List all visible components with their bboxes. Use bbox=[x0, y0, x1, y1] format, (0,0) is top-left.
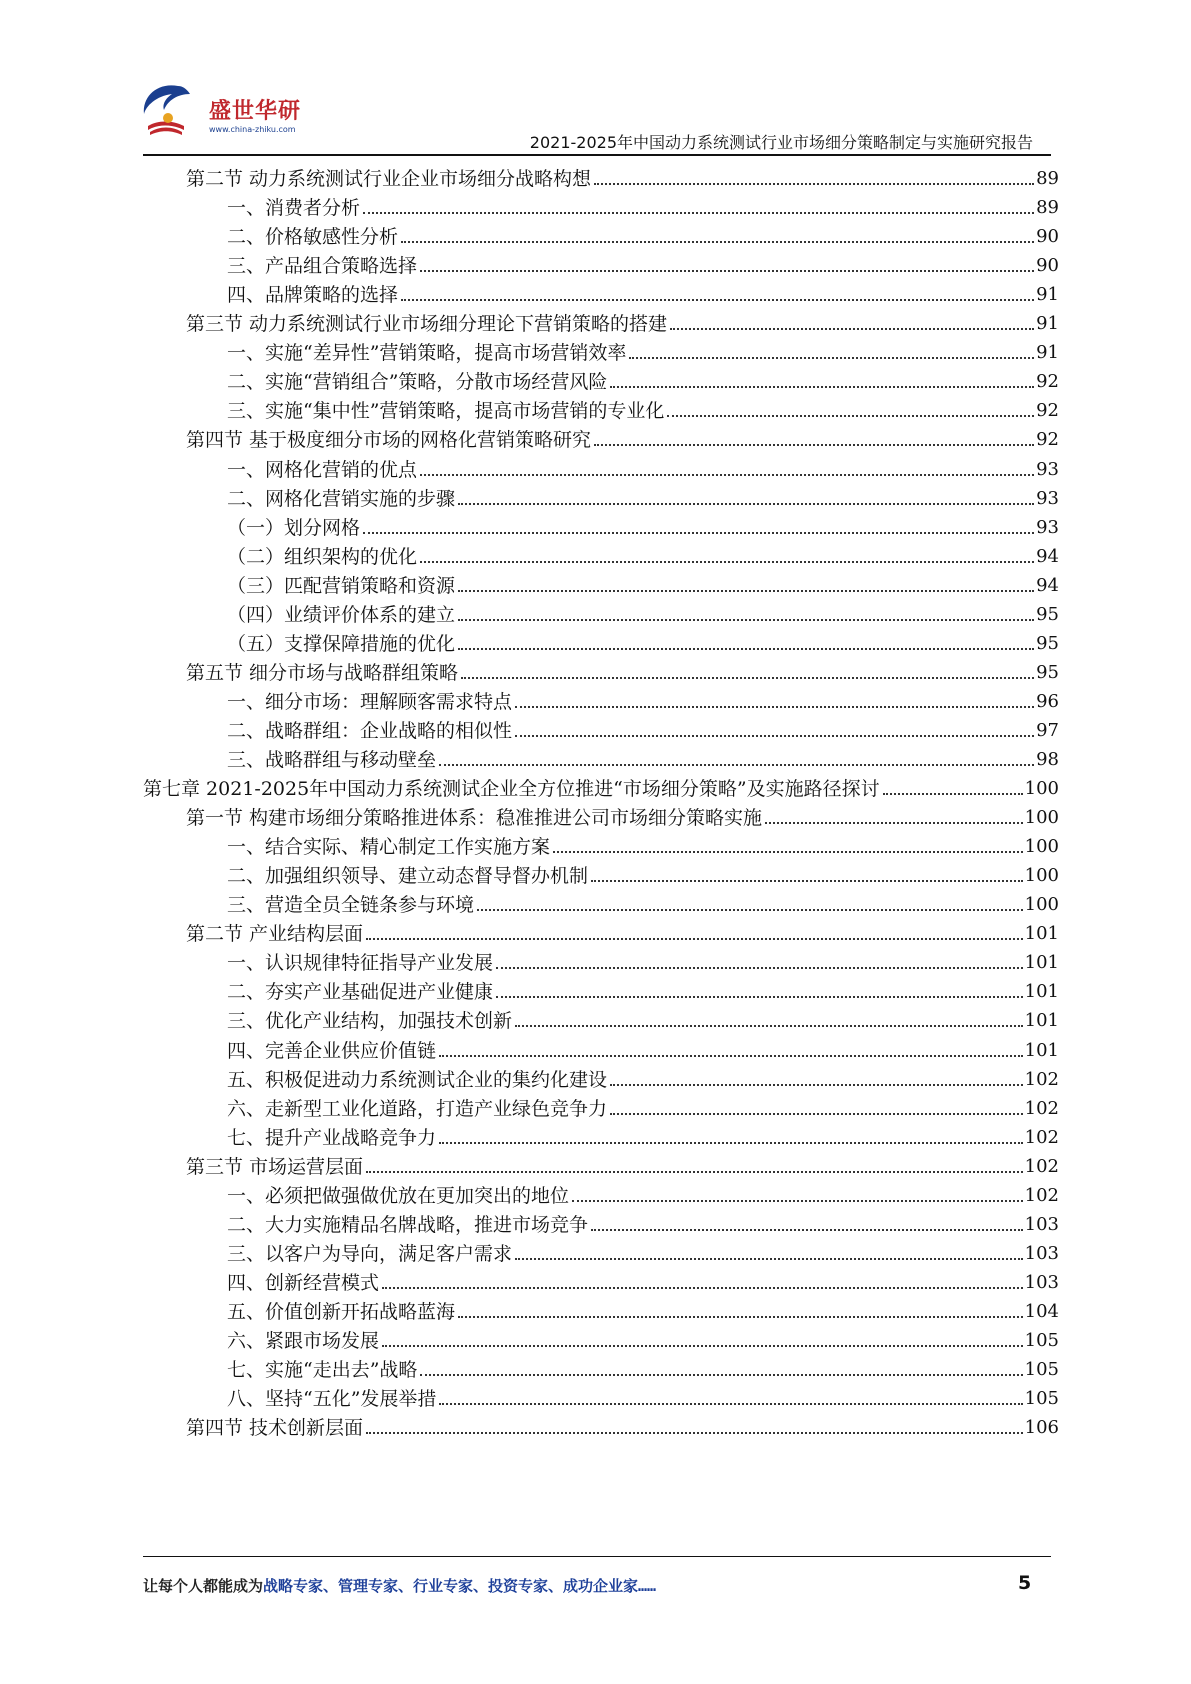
toc-entry-title: 一、结合实际、精心制定工作实施方案 bbox=[227, 836, 551, 859]
toc-entry-page: 89 bbox=[1036, 168, 1059, 189]
toc-entry-title: 一、消费者分析 bbox=[227, 197, 361, 220]
toc-entry[interactable] bbox=[227, 1206, 1059, 1237]
toc-dot-leader bbox=[515, 735, 1034, 737]
toc-entry-title: 七、实施“走出去”战略 bbox=[227, 1359, 418, 1382]
toc-entry-title: 第一节 构建市场细分策略推进体系：稳准推进公司市场细分策略实施 bbox=[186, 807, 763, 830]
toc-dot-leader bbox=[458, 1316, 1023, 1318]
toc-entry-title: （五）支撑保障措施的优化 bbox=[227, 632, 456, 655]
toc-entry-title: 一、细分市场：理解顾客需求特点 bbox=[227, 690, 513, 713]
toc-entry[interactable] bbox=[227, 1351, 1059, 1382]
toc-entry[interactable] bbox=[227, 1293, 1059, 1324]
toc-entry-page: 95 bbox=[1036, 632, 1059, 654]
toc-entry-title: 三、优化产业结构，加强技术创新 bbox=[227, 1010, 513, 1033]
toc-entry-page: 100 bbox=[1024, 807, 1059, 829]
toc-entry[interactable] bbox=[227, 1002, 1059, 1033]
company-logo bbox=[138, 80, 313, 150]
toc-entry-title: 三、产品组合策略选择 bbox=[227, 255, 418, 278]
toc-entry-page: 103 bbox=[1024, 1213, 1059, 1235]
toc-entry-title: 第四节 基于极度细分市场的网格化营销策略研究 bbox=[186, 429, 592, 452]
toc-entry[interactable] bbox=[186, 915, 1059, 946]
toc-entry-page: 102 bbox=[1024, 1068, 1059, 1090]
toc-entry-page: 102 bbox=[1024, 1184, 1059, 1206]
toc-entry-title: 二、战略群组：企业战略的相似性 bbox=[227, 719, 513, 742]
toc-entry[interactable] bbox=[227, 973, 1059, 1004]
toc-entry-title: 一、认识规律特征指导产业发展 bbox=[227, 952, 494, 975]
toc-entry[interactable] bbox=[227, 247, 1059, 278]
toc-dot-leader bbox=[594, 444, 1034, 446]
toc-entry-page: 105 bbox=[1024, 1330, 1059, 1351]
toc-entry[interactable] bbox=[227, 567, 1059, 598]
toc-entry-page: 105 bbox=[1024, 1388, 1059, 1410]
toc-entry[interactable] bbox=[186, 1409, 1059, 1440]
toc-dot-leader bbox=[439, 764, 1034, 766]
toc-dot-leader bbox=[515, 706, 1034, 708]
toc-dot-leader bbox=[572, 1200, 1023, 1202]
toc-entry-page: 95 bbox=[1036, 661, 1059, 683]
toc-entry[interactable] bbox=[186, 160, 1059, 191]
toc-entry-page: 100 bbox=[1024, 894, 1059, 916]
toc-entry-page: 89 bbox=[1036, 197, 1059, 219]
toc-entry-title: 一、实施“差异性”营销策略，提高市场营销效率 bbox=[227, 342, 627, 365]
toc-entry[interactable] bbox=[186, 799, 1059, 830]
toc-dot-leader bbox=[765, 822, 1023, 824]
footer-slogan bbox=[143, 1575, 656, 1596]
toc-entry[interactable] bbox=[227, 886, 1059, 917]
toc-entry-page: 90 bbox=[1036, 226, 1059, 248]
toc-entry-title: 二、大力实施精品名牌战略，推进市场竞争 bbox=[227, 1213, 589, 1236]
toc-dot-leader bbox=[439, 1142, 1023, 1144]
toc-entry-title: 六、走新型工业化道路，打造产业绿色竞争力 bbox=[227, 1097, 608, 1120]
toc-entry[interactable] bbox=[186, 421, 1059, 452]
toc-entry-page: 94 bbox=[1036, 545, 1059, 567]
toc-entry-page: 100 bbox=[1024, 778, 1059, 800]
toc-dot-leader bbox=[591, 880, 1023, 882]
toc-entry[interactable] bbox=[227, 1061, 1059, 1092]
toc-dot-leader bbox=[420, 270, 1034, 272]
toc-entry[interactable] bbox=[227, 741, 1059, 772]
toc-dot-leader bbox=[496, 996, 1023, 998]
toc-dot-leader bbox=[670, 328, 1034, 330]
toc-entry-title: 四、品牌策略的选择 bbox=[227, 284, 399, 307]
logo-emblem-icon bbox=[138, 80, 206, 140]
toc-entry-page: 101 bbox=[1024, 1010, 1059, 1032]
toc-dot-leader bbox=[366, 1432, 1023, 1434]
toc-entry-page: 102 bbox=[1024, 1126, 1059, 1148]
header-divider bbox=[143, 154, 1051, 156]
toc-entry[interactable] bbox=[227, 1177, 1059, 1208]
toc-dot-leader bbox=[382, 1287, 1023, 1289]
toc-dot-leader bbox=[401, 241, 1034, 243]
toc-dot-leader bbox=[515, 1025, 1023, 1027]
toc-entry-page: 92 bbox=[1036, 429, 1059, 451]
toc-entry[interactable] bbox=[227, 538, 1059, 569]
toc-entry-page: 93 bbox=[1036, 458, 1059, 480]
toc-entry-title: 第七章 2021-2025年中国动力系统测试企业全方位推进“市场细分策略”及实施路径探讨 bbox=[143, 778, 880, 801]
page-number: 5 bbox=[1018, 1572, 1032, 1594]
report-title: 2021-2025年中国动力系统测试行业市场细分策略制定与实施研究报告 bbox=[529, 133, 1033, 152]
toc-dot-leader bbox=[382, 1345, 1023, 1347]
toc-entry[interactable] bbox=[227, 596, 1059, 627]
toc-entry-title: 六、紧跟市场发展 bbox=[227, 1330, 380, 1352]
toc-entry-page: 105 bbox=[1024, 1359, 1059, 1381]
toc-entry-page: 93 bbox=[1036, 516, 1059, 538]
toc-entry-title: （二）组织架构的优化 bbox=[227, 545, 418, 568]
toc-entry-page: 97 bbox=[1036, 719, 1059, 741]
toc-entry[interactable] bbox=[227, 683, 1059, 714]
logo-name: 盛世华研 bbox=[209, 99, 302, 124]
toc-entry-title: 二、夯实产业基础促进产业健康 bbox=[227, 981, 494, 1004]
toc-dot-leader bbox=[610, 1113, 1023, 1115]
toc-dot-leader bbox=[610, 1084, 1023, 1086]
toc-entry-title: 二、价格敏感性分析 bbox=[227, 226, 399, 249]
toc-entry-title: 第三节 动力系统测试行业市场细分理论下营销策略的搭建 bbox=[186, 313, 668, 336]
toc-dot-leader bbox=[477, 909, 1023, 911]
toc-entry[interactable] bbox=[227, 1032, 1059, 1063]
toc-entry[interactable] bbox=[227, 451, 1059, 482]
toc-entry-page: 93 bbox=[1036, 487, 1059, 509]
toc-entry-page: 98 bbox=[1036, 749, 1059, 770]
toc-entry[interactable] bbox=[143, 770, 1059, 801]
toc-dot-leader bbox=[591, 1229, 1023, 1231]
toc-entry-title: （一）划分网格 bbox=[227, 516, 361, 539]
footer-slogan-highlight: 战略专家、管理专家、行业专家、投资专家、成功企业家…… bbox=[263, 1577, 657, 1595]
toc-entry-title: 三、营造全员全链条参与环境 bbox=[227, 894, 475, 917]
toc-entry-title: 二、加强组织领导、建立动态督导督办机制 bbox=[227, 865, 589, 888]
footer-slogan-prefix: 让每个人都能成为 bbox=[143, 1577, 264, 1595]
toc-entry[interactable] bbox=[227, 625, 1059, 656]
toc-entry-page: 90 bbox=[1036, 255, 1059, 277]
toc-entry-page: 92 bbox=[1036, 371, 1059, 393]
toc-dot-leader bbox=[420, 474, 1034, 476]
toc-entry[interactable] bbox=[186, 1148, 1059, 1179]
toc-entry-page: 91 bbox=[1036, 342, 1059, 364]
toc-dot-leader bbox=[496, 967, 1023, 969]
toc-entry-title: 四、完善企业供应价值链 bbox=[227, 1039, 437, 1062]
toc-entry-title: 三、战略群组与移动壁垒 bbox=[227, 749, 437, 771]
toc-entry-page: 100 bbox=[1024, 836, 1059, 858]
toc-entry[interactable] bbox=[227, 1090, 1059, 1121]
toc-entry-page: 100 bbox=[1024, 865, 1059, 887]
toc-entry[interactable] bbox=[227, 334, 1059, 365]
toc-entry[interactable] bbox=[227, 276, 1059, 307]
toc-entry[interactable] bbox=[227, 1322, 1059, 1353]
toc-entry-title: 第五节 细分市场与战略群组策略 bbox=[186, 661, 459, 684]
toc-entry[interactable] bbox=[227, 363, 1059, 394]
footer-divider bbox=[143, 1556, 1051, 1557]
toc-entry-title: 二、实施“营销组合”策略，分散市场经营风险 bbox=[227, 371, 608, 394]
toc-dot-leader bbox=[363, 532, 1034, 534]
toc-dot-leader bbox=[458, 648, 1034, 650]
toc-entry-page: 101 bbox=[1024, 1039, 1059, 1061]
logo-url: www.china-zhiku.com bbox=[209, 125, 296, 134]
toc-entry-page: 103 bbox=[1024, 1242, 1059, 1264]
toc-entry-page: 94 bbox=[1036, 574, 1059, 596]
toc-entry-page: 102 bbox=[1024, 1097, 1059, 1119]
toc-dot-leader bbox=[883, 793, 1023, 795]
toc-dot-leader bbox=[553, 851, 1023, 853]
toc-entry-title: 三、实施“集中性”营销策略，提高市场营销的专业化 bbox=[227, 400, 665, 423]
toc-entry[interactable] bbox=[227, 509, 1059, 540]
toc-entry-title: 第三节 市场运营层面 bbox=[186, 1155, 364, 1178]
toc-entry-title: 第四节 技术创新层面 bbox=[186, 1417, 364, 1440]
toc-entry[interactable] bbox=[227, 392, 1059, 423]
toc-entry-title: 八、坚持“五化”发展举措 bbox=[227, 1388, 437, 1411]
toc-entry-title: 一、必须把做强做优放在更加突出的地位 bbox=[227, 1184, 570, 1207]
page-header bbox=[0, 0, 1191, 150]
toc-entry-title: 二、网格化营销实施的步骤 bbox=[227, 487, 456, 510]
toc-entry-title: 第二节 动力系统测试行业企业市场细分战略构想 bbox=[186, 168, 592, 190]
toc-entry-page: 106 bbox=[1024, 1417, 1059, 1439]
toc-entry[interactable] bbox=[227, 218, 1059, 249]
toc-dot-leader bbox=[420, 1374, 1022, 1376]
toc-entry-title: 三、以客户为导向，满足客户需求 bbox=[227, 1242, 513, 1265]
toc-entry[interactable] bbox=[227, 1380, 1059, 1411]
toc-dot-leader bbox=[420, 561, 1034, 563]
toc-dot-leader bbox=[401, 299, 1034, 301]
toc-entry[interactable] bbox=[186, 305, 1059, 336]
toc-dot-leader bbox=[610, 386, 1034, 388]
toc-entry-page: 92 bbox=[1036, 400, 1059, 422]
toc-dot-leader bbox=[461, 677, 1034, 679]
toc-entry[interactable] bbox=[227, 1119, 1059, 1150]
toc-entry[interactable] bbox=[227, 857, 1059, 888]
toc-entry[interactable] bbox=[227, 828, 1059, 859]
toc-dot-leader bbox=[458, 503, 1034, 505]
toc-dot-leader bbox=[439, 1403, 1022, 1405]
toc-entry-page: 103 bbox=[1024, 1271, 1059, 1293]
toc-dot-leader bbox=[629, 357, 1034, 359]
toc-entry-title: 五、价值创新开拓战略蓝海 bbox=[227, 1300, 456, 1323]
toc-entry[interactable] bbox=[227, 1264, 1059, 1295]
toc-entry[interactable] bbox=[227, 1235, 1059, 1266]
toc-entry-page: 95 bbox=[1036, 603, 1059, 625]
toc-entry-title: 第二节 产业结构层面 bbox=[186, 923, 364, 946]
toc-dot-leader bbox=[458, 590, 1034, 592]
toc-dot-leader bbox=[458, 619, 1034, 621]
toc-entry[interactable] bbox=[227, 189, 1059, 220]
toc-dot-leader bbox=[363, 212, 1034, 214]
toc-entry-page: 101 bbox=[1024, 952, 1059, 974]
toc-entry-title: 四、创新经营模式 bbox=[227, 1271, 380, 1294]
toc-entry-title: 七、提升产业战略竞争力 bbox=[227, 1126, 437, 1149]
toc-dot-leader bbox=[594, 183, 1034, 185]
toc-entry-title: 一、网格化营销的优点 bbox=[227, 458, 418, 481]
toc-entry-title: （三）匹配营销策略和资源 bbox=[227, 574, 456, 597]
toc-entry-page: 91 bbox=[1036, 313, 1059, 335]
toc-entry-page: 101 bbox=[1024, 981, 1059, 1003]
toc-dot-leader bbox=[667, 415, 1034, 417]
toc-entry[interactable] bbox=[227, 480, 1059, 511]
toc-dot-leader bbox=[366, 938, 1023, 940]
toc-entry-page: 96 bbox=[1036, 690, 1059, 712]
toc-dot-leader bbox=[366, 1171, 1023, 1173]
toc-entry[interactable] bbox=[227, 712, 1059, 743]
toc-entry[interactable] bbox=[227, 944, 1059, 975]
toc-dot-leader bbox=[439, 1055, 1023, 1057]
toc-entry[interactable] bbox=[186, 654, 1059, 685]
toc-entry-page: 101 bbox=[1024, 923, 1059, 945]
toc-entry-page: 102 bbox=[1024, 1155, 1059, 1177]
toc-dot-leader bbox=[515, 1258, 1023, 1260]
toc-entry-title: 五、积极促进动力系统测试企业的集约化建设 bbox=[227, 1068, 608, 1091]
toc-entry-page: 104 bbox=[1024, 1300, 1059, 1322]
toc-entry-page: 91 bbox=[1036, 284, 1059, 306]
toc-entry-title: （四）业绩评价体系的建立 bbox=[227, 603, 456, 626]
